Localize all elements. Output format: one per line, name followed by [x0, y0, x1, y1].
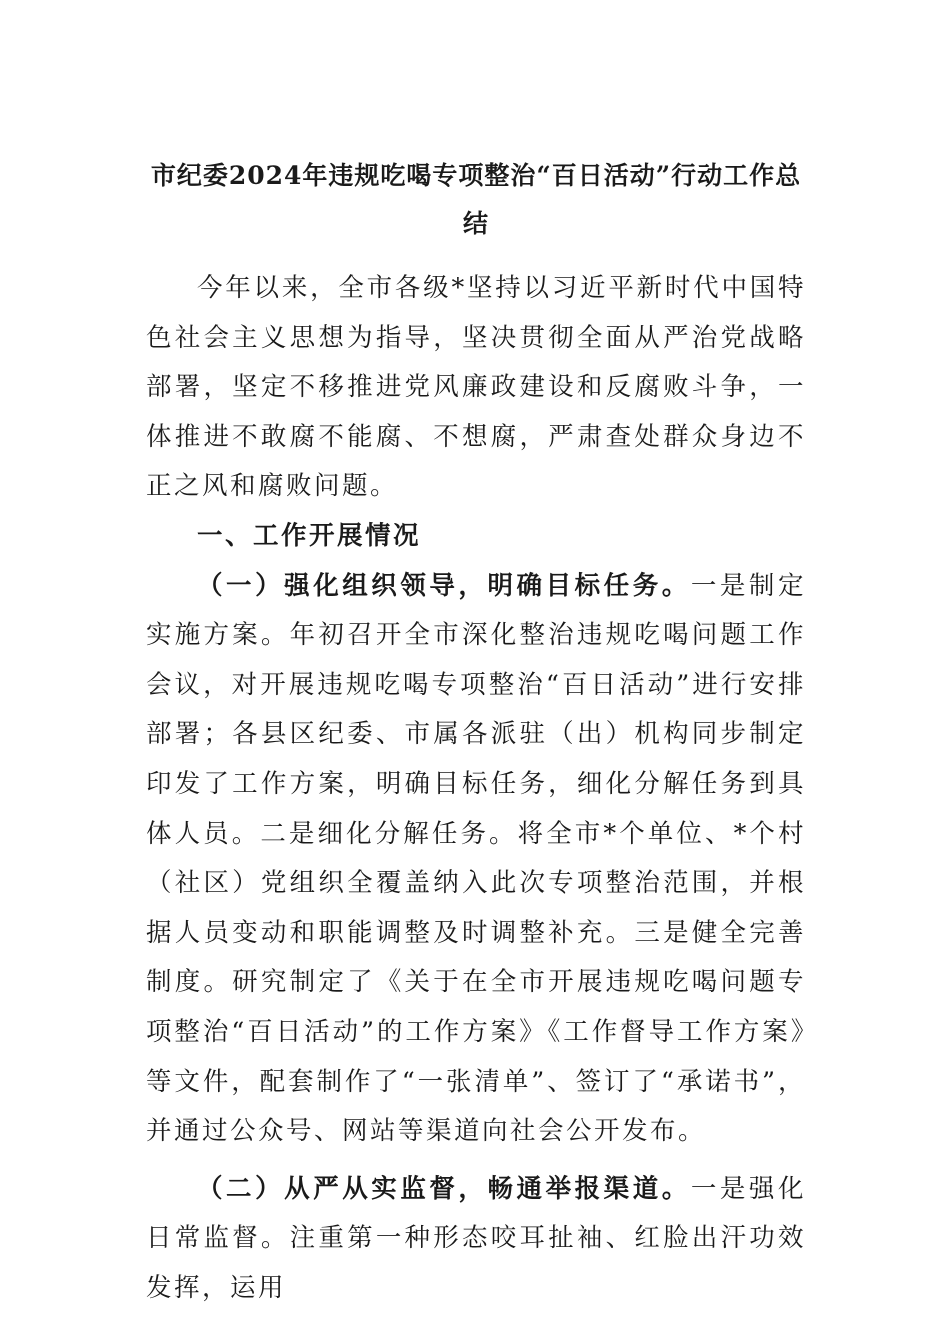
document-body — [146, 264, 806, 1313]
document-page — [146, 152, 806, 1313]
paragraph-spacer — [146, 1157, 806, 1165]
section-heading: 一、工作开展情况 — [197, 520, 422, 551]
subsection-lead-2: （二）从严从实监督，畅通举报渠道。 — [197, 1173, 691, 1204]
subsection-lead-1: （一）强化组织领导，明确目标任务。 — [197, 570, 691, 601]
subsection-text-1: 一是制定实施方案。年初召开全市深化整治违规吃喝问题工作会议，对开展违规吃喝专项整治“百日活动”进行安排部署；各县区纪委、市属各派驻（出）机构同步制定印发了工作方案，明确目标任务，细化分解任务到具体人员。二是细化分解任务。将全市*个单位、*个村（社区）党组织全覆盖纳入此次专项整治范围，并根据人员变动和职能调整及时调整补充。三是健全完善制度。研究制定了《关于在全市开展违规吃喝问题专项整治“百日活动”的工作方案》《工作督导工作方案》等文件，配套制作了“一张清单”、签订了“承诺书”，并通过公众号、网站等渠道向社会公开发布。 — [146, 570, 806, 1147]
intro-paragraph: 今年以来，全市各级*坚持以习近平新时代中国特色社会主义思想为指导，坚决贯彻全面从严治党战略部署，坚定不移推进党风廉政建设和反腐败斗争，一体推进不敢腐不能腐、不想腐，严肃查处群众身边不正之风和腐败问题。 — [146, 273, 806, 502]
subsection-paragraph-2 — [146, 1165, 806, 1314]
document-title: 市纪委2024年违规吃喝专项整治“百日活动”行动工作总结 — [150, 161, 802, 238]
subsection-text-2: 一是强化日常监督。注重第一种形态咬耳扯袖、红脸出汗功效发挥，运用 — [146, 1173, 806, 1303]
subsection-paragraph-1 — [146, 562, 806, 1157]
